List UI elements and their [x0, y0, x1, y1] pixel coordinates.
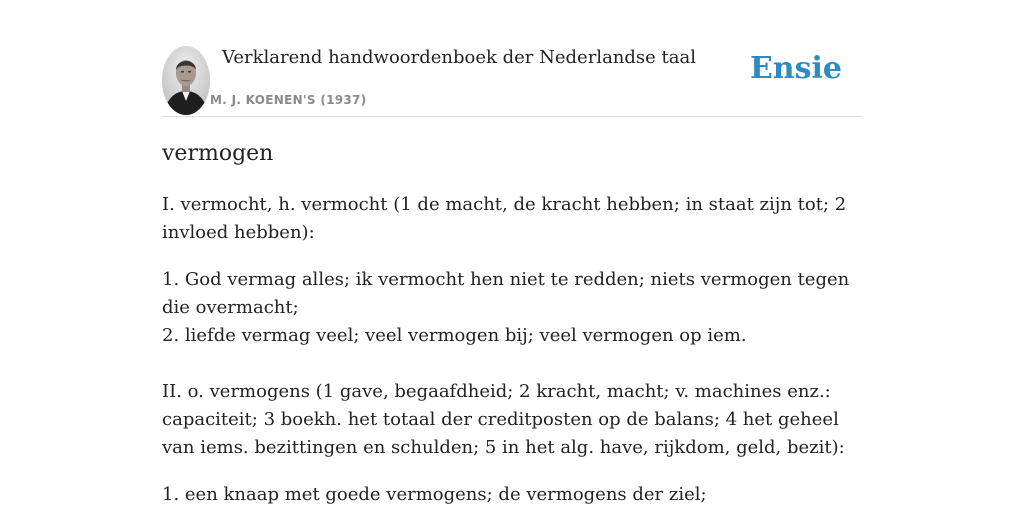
author-portrait — [162, 46, 210, 115]
sense-2-definition: II. o. vermogens (1 gave, begaafdheid; 2 kracht, macht; v. machines enz.: capaciteit; 3 boekh. het totaal der creditposten op de balans; 4 het geheel van iems. bezittingen en schulden; 5 in het alg. have, rijkdom, geld, bezit): — [162, 381, 845, 458]
entry-content — [162, 139, 862, 512]
dictionary-header — [162, 46, 862, 117]
book-author: M. J. KOENEN'S (1937) — [210, 93, 367, 107]
spacer — [162, 350, 862, 359]
example-line: 2. liefde vermag veel; veel vermogen bij; veel vermogen op iem. — [162, 325, 747, 346]
entry-headword: vermogen — [162, 141, 274, 166]
ensie-logo-link[interactable]: Ensie — [749, 51, 842, 86]
sense-1-definition: I. vermocht, h. vermocht (1 de macht, de kracht hebben; in staat zijn tot; 2 invloed hebben): — [162, 194, 847, 243]
example-line: 1. een knaap met goede vermogens; de vermogens der ziel; — [162, 484, 707, 505]
book-title: Verklarend handwoordenboek der Nederlandse taal — [222, 47, 696, 68]
sense-2-examples — [162, 481, 862, 509]
sense-1-examples — [162, 266, 862, 359]
example-line: 1. God vermag alles; ik vermocht hen niet te redden; niets vermogen tegen die overmacht; — [162, 269, 850, 318]
